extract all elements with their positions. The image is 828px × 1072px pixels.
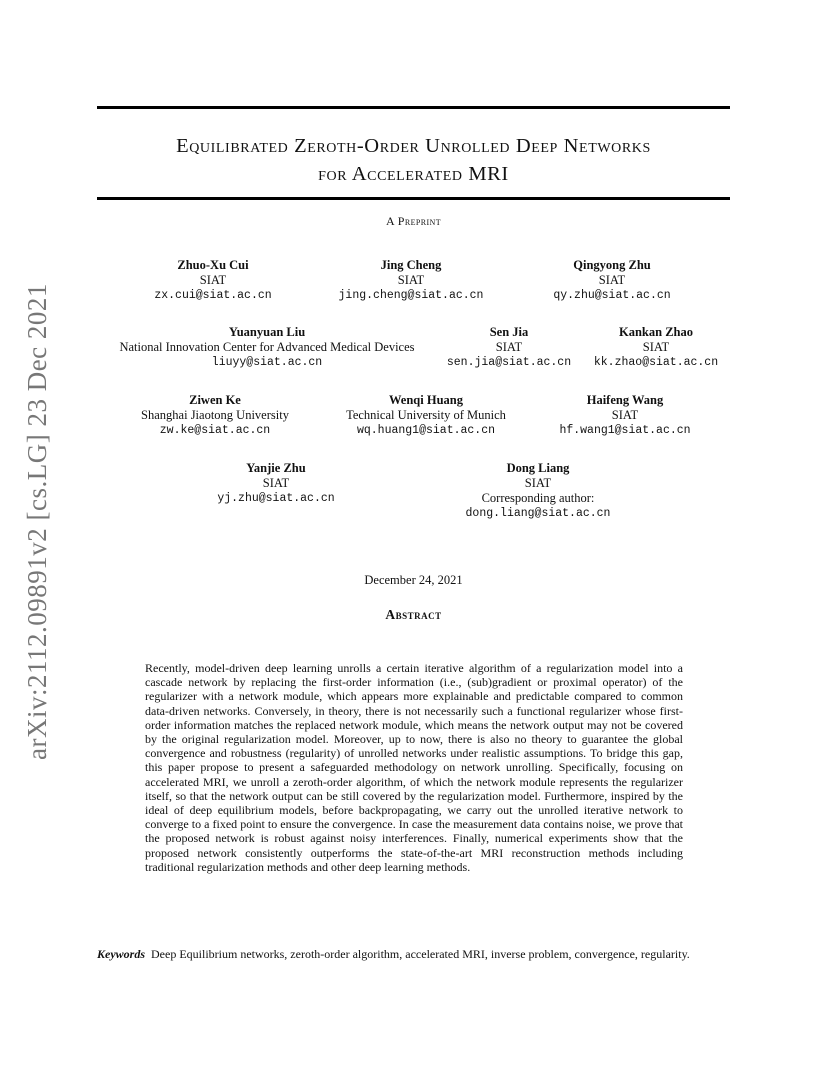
author-name: Wenqi Huang <box>388 393 463 407</box>
author-block <box>466 461 611 521</box>
title-line-2: for Accelerated MRI <box>318 163 509 185</box>
author-name: Qingyong Zhu <box>573 258 651 272</box>
author-name: Ziwen Ke <box>189 393 241 407</box>
author-email[interactable]: zw.ke@siat.ac.cn <box>159 424 271 437</box>
author-note: Corresponding author: <box>481 491 595 505</box>
author-affiliation: SIAT <box>262 476 290 490</box>
preprint-label: A Preprint <box>385 214 441 228</box>
author-affiliation: Technical University of Munich <box>346 408 506 422</box>
author-block <box>119 325 414 370</box>
author-affiliation: SIAT <box>495 340 523 354</box>
author-block <box>559 393 690 438</box>
abstract-heading: Abstract <box>385 607 442 622</box>
keywords-section <box>97 947 730 962</box>
author-block <box>141 393 289 438</box>
author-block <box>553 258 670 303</box>
paper-title <box>97 132 730 188</box>
author-block <box>217 461 334 506</box>
title-top-rule <box>97 106 730 109</box>
author-email[interactable]: dong.liang@siat.ac.cn <box>465 507 611 520</box>
author-block <box>154 258 271 303</box>
author-email[interactable]: yj.zhu@siat.ac.cn <box>217 492 335 505</box>
title-bottom-rule <box>97 197 730 200</box>
author-affiliation: National Innovation Center for Advanced Medical Devices <box>119 340 415 354</box>
abstract-text: Recently, model-driven deep learning unrolls a certain iterative algorithm of a regularization model into a cascade network by replacing the first-order information (i.e., (sub)gradient or proximal operator) of the regularizer with a network module, which appears more explainable and predictable compared to common data-driven networks. Conversely, in theory, there is not necessarily such a functional regularizer whose first-order information matches the replaced network module, which means the network output may not be covered by the original regularization model. Moreover, up to now, there is also no theory to guarantee the global convergence and robustness (regularity) of unrolled networks under realistic assumptions. To bridge this gap, this paper propose to present a safeguarded methodology on network unrolling. Specifically, focusing on accelerated MRI, we unroll a zeroth-order algorithm, of which the network module represents the regularizer itself, so that the network output can be still covered by the regularization model. Furthermore, inspired by the ideal of deep equilibrium models, before backpropagating, we carry out the unrolled iterative network to converge to a fixed point to ensure the convergence. In case the measurement data contains noise, we prove that the proposed network is robust against noisy interferences. Finally, numerical experiments show that the proposed network consistently outperforms the state-of-the-art MRI reconstruction methods including traditional regularization methods and other deep learning methods. <box>145 661 683 874</box>
author-email[interactable]: zx.cui@siat.ac.cn <box>154 289 272 302</box>
arxiv-identifier-stamp: arXiv:2112.09891v2 [cs.LG] 23 Dec 2021 <box>22 283 52 760</box>
title-line-1: Equilibrated Zeroth-Order Unrolled Deep Networks <box>176 135 651 157</box>
publication-date: December 24, 2021 <box>364 573 463 587</box>
author-affiliation: SIAT <box>524 476 552 490</box>
author-name: Yuanyuan Liu <box>228 325 306 339</box>
author-name: Jing Cheng <box>380 258 442 272</box>
author-affiliation: SIAT <box>397 273 425 287</box>
author-block <box>594 325 718 370</box>
author-email[interactable]: jing.cheng@siat.ac.cn <box>338 289 484 302</box>
author-name: Haifeng Wang <box>586 393 664 407</box>
author-name: Yanjie Zhu <box>246 461 306 475</box>
author-block <box>447 325 571 370</box>
author-block <box>346 393 506 438</box>
author-affiliation: SIAT <box>598 273 626 287</box>
author-name: Dong Liang <box>506 461 570 475</box>
author-email[interactable]: sen.jia@siat.ac.cn <box>446 356 572 369</box>
author-email[interactable]: liuyy@siat.ac.cn <box>211 356 323 369</box>
author-name: Kankan Zhao <box>618 325 693 339</box>
author-affiliation: Shanghai Jiaotong University <box>141 408 289 422</box>
author-affiliation: SIAT <box>642 340 670 354</box>
author-name: Zhuo-Xu Cui <box>177 258 249 272</box>
author-name: Sen Jia <box>489 325 529 339</box>
author-affiliation: SIAT <box>199 273 227 287</box>
author-email[interactable]: qy.zhu@siat.ac.cn <box>553 289 671 302</box>
author-email[interactable]: kk.zhao@siat.ac.cn <box>593 356 719 369</box>
author-affiliation: SIAT <box>611 408 639 422</box>
author-block <box>339 258 484 303</box>
keywords-text: Deep Equilibrium networks, zeroth-order algorithm, accelerated MRI, inverse problem, convergence, regularity. <box>151 947 690 961</box>
author-email[interactable]: wq.huang1@siat.ac.cn <box>356 424 496 437</box>
keywords-label: Keywords <box>97 947 145 961</box>
author-email[interactable]: hf.wang1@siat.ac.cn <box>559 424 691 437</box>
